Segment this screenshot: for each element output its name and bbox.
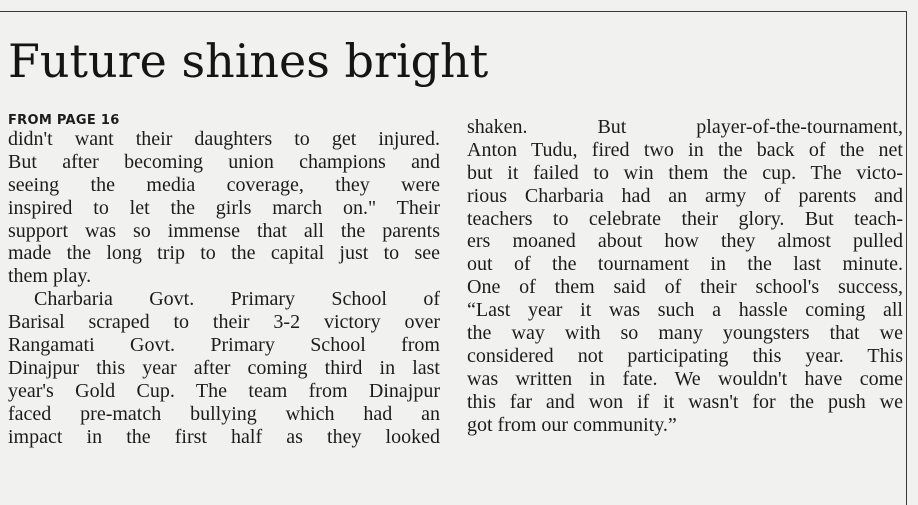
text-line: shaken. But player-of-the-tournament, [467,116,903,138]
right-column [467,116,903,436]
text-line: impact in the first half as they looked [8,425,440,448]
text-line: was written in fate. We wouldn't have come [467,367,903,390]
text-line: made the long trip to the capital just to see [8,242,440,265]
text-line: this far and won if it wasn't for the push we [467,390,903,413]
text-line: inspired to let the girls march on." Their [8,196,440,219]
text-line: ers moaned about how they almost pulled [467,230,903,253]
text-line: year's Gold Cup. The team from Dinajpur [8,379,440,402]
text-line: Charbaria Govt. Primary School of [34,288,440,311]
text-line: seeing the media coverage, they were [8,173,440,196]
text-line: Rangamati Govt. Primary School from [8,334,440,357]
text-line: them play. [8,265,92,288]
text-line: rious Charbaria had an army of parents and [467,184,903,207]
text-line: but it failed to win them the cup. The victo- [467,161,903,184]
text-line: One of them said of their school's success, [467,276,903,299]
text-line: support was so immense that all the parents [8,219,440,242]
text-line: teachers to celebrate their glory. But teach- [467,207,903,230]
left-column [8,128,440,448]
text-line: Barisal scraped to their 3-2 victory over [8,311,440,334]
text-line: Dinajpur this year after coming third in last [8,356,440,379]
headline: Future shines bright [8,34,489,88]
text-line: considered not participating this year. This [467,344,903,367]
text-line: faced pre-match bullying which had an [8,402,440,425]
text-line: got from our community.” [467,413,677,436]
top-rule [0,11,906,12]
text-line: But after becoming union champions and [8,150,440,173]
jump-label: FROM PAGE 16 [8,113,120,128]
right-column-rule [906,11,907,505]
text-line: the way with so many youngsters that we [467,322,903,345]
text-line: “Last year it was such a hassle coming all [467,299,903,322]
text-line: Anton Tudu, fired two in the back of the net [467,138,903,161]
text-line: out of the tournament in the last minute. [467,253,903,276]
text-line: didn't want their daughters to get injured. [8,128,440,150]
